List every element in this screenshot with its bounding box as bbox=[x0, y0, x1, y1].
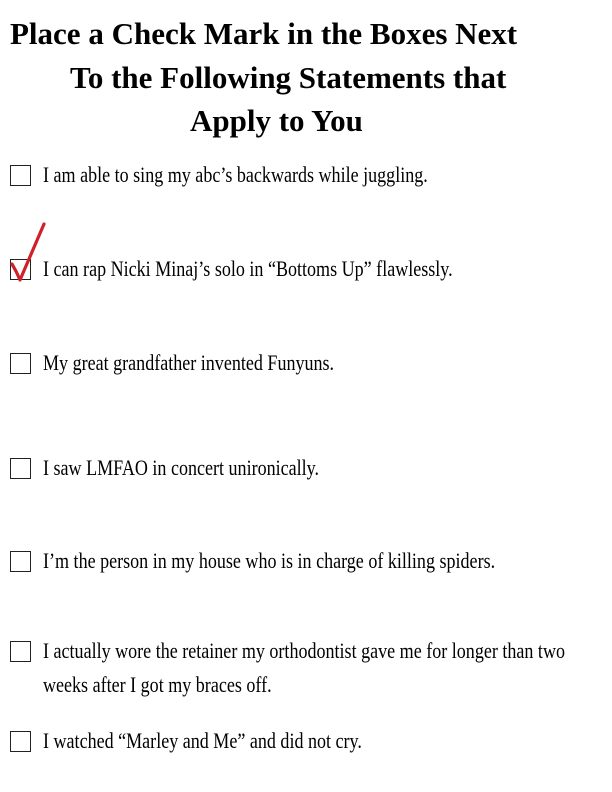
statement-item bbox=[10, 638, 612, 702]
checkbox[interactable] bbox=[10, 165, 31, 186]
checkbox[interactable] bbox=[10, 458, 31, 479]
statement-item bbox=[10, 162, 512, 192]
statement-text: I am able to sing my abc’s backwards while juggling. bbox=[43, 162, 428, 187]
checkbox[interactable] bbox=[10, 641, 31, 662]
statement-item bbox=[10, 728, 432, 758]
statement-item bbox=[10, 548, 594, 578]
statement-item bbox=[10, 256, 543, 286]
statement-text: I actually wore the retainer my orthodontist gave me for longer than two weeks after I got my braces off. bbox=[43, 638, 565, 697]
checkbox[interactable] bbox=[10, 353, 31, 374]
page-title-line-3: Apply to You bbox=[190, 103, 363, 138]
checkbox[interactable] bbox=[10, 731, 31, 752]
checkbox[interactable] bbox=[10, 551, 31, 572]
statement-text: My great grandfather invented Funyuns. bbox=[43, 350, 335, 375]
statement-item bbox=[10, 350, 398, 380]
statement-item bbox=[10, 455, 380, 485]
statement-text: I saw LMFAO in concert unironically. bbox=[43, 455, 320, 480]
checkbox[interactable] bbox=[10, 259, 31, 280]
page-title-line-1: Place a Check Mark in the Boxes Next bbox=[10, 16, 518, 51]
page-title-line-2: To the Following Statements that bbox=[70, 60, 507, 95]
statement-text: I’m the person in my house who is in charge of killing spiders. bbox=[43, 548, 496, 573]
statement-text: I can rap Nicki Minaj’s solo in “Bottoms Up” flawlessly. bbox=[43, 256, 453, 281]
statement-text: I watched “Marley and Me” and did not cry. bbox=[43, 728, 362, 753]
